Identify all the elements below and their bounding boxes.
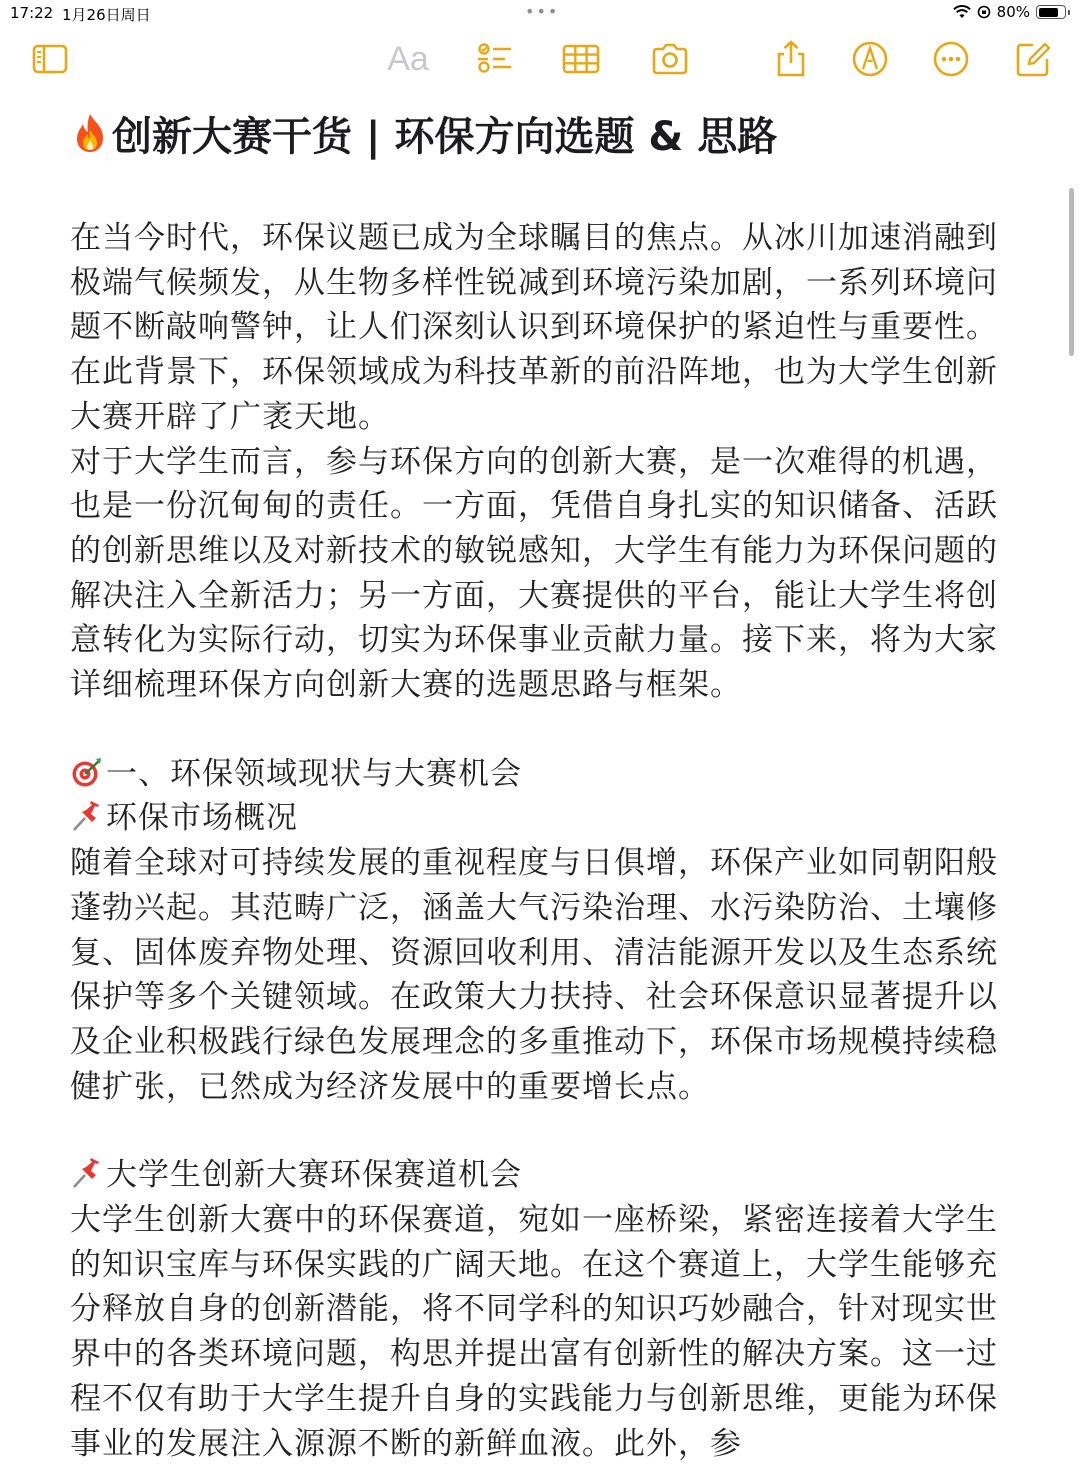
markup-button[interactable] xyxy=(847,36,893,82)
share-icon xyxy=(771,39,811,79)
subsection-heading-2 xyxy=(70,1153,1015,1198)
more-options-button[interactable] xyxy=(928,36,974,82)
subsection-heading-1-text: 环保市场概况 xyxy=(106,800,298,837)
battery-icon xyxy=(1036,5,1066,19)
section-heading-1-text: 一、环保领域现状与大赛机会 xyxy=(106,755,522,792)
sidebar-icon xyxy=(30,39,70,79)
status-date: 1月26日周日 xyxy=(62,6,151,24)
camera-button[interactable] xyxy=(647,36,693,82)
subsection-heading-1 xyxy=(70,796,1015,841)
spacer xyxy=(70,708,1015,752)
target-emoji-icon xyxy=(70,756,104,788)
competition-track-paragraph: 大学生创新大赛中的环保赛道，宛如一座桥梁，紧密连接着大学生的知识宝库与环保实践的广阔天地。在这个赛道上，大学生能够充分释放自身的创新潜能，将不同学科的知识巧妙融合，针对现实世界中的各类环境问题，构思并提出富有创新性的解决方案。这一过程不仅有助于大学生提升自身的实践能力与创新思维，更能为环保事业的发展注入源源不断的新鲜血液。此外，参 xyxy=(70,1202,998,1462)
status-bar xyxy=(0,0,1080,28)
spacer xyxy=(70,1109,1015,1153)
compose-note-button[interactable] xyxy=(1010,36,1056,82)
status-time: 17:22 xyxy=(10,4,54,22)
sidebar-toggle-button[interactable] xyxy=(27,36,73,82)
subsection-heading-2-text: 大学生创新大赛环保赛道机会 xyxy=(106,1157,522,1194)
battery-percent: 80% xyxy=(996,3,1030,21)
note-body[interactable] xyxy=(70,108,1015,1466)
spacer xyxy=(70,166,1015,216)
vertical-scrollbar[interactable] xyxy=(1069,188,1074,356)
market-overview-paragraph: 随着全球对可持续发展的重视程度与日俱增，环保产业如同朝阳般蓬勃兴起。其范畴广泛，涵盖大气污染治理、水污染防治、土壤修复、固体废弃物处理、资源回收利用、清洁能源开发以及生态系统保护等多个关键领域。在政策大力扶持、社会环保意识显著提升以及企业积极践行绿色发展理念的多重推动下，环保市场规模持续稳健扩张，已然成为经济发展中的重要增长点。 xyxy=(70,845,998,1105)
pushpin-emoji-icon xyxy=(70,800,104,832)
camera-icon xyxy=(650,39,690,79)
checklist-button[interactable] xyxy=(472,36,518,82)
more-icon xyxy=(931,39,971,79)
checklist-icon xyxy=(475,39,515,79)
format-text-label: Aa xyxy=(387,39,429,78)
intro-paragraph-2: 对于大学生而言，参与环保方向的创新大赛，是一次难得的机遇，也是一份沉甸甸的责任。一方面，凭借自身扎实的知识储备、活跃的创新思维以及对新技术的敏锐感知，大学生有能力为环保问题的解决注入全新活力；另一方面，大赛提供的平台，能让大学生将创意转化为实际行动，切实为环保事业贡献力量。接下来，将为大家详细梳理环保方向创新大赛的选题思路与框架。 xyxy=(70,443,998,704)
notes-toolbar xyxy=(0,30,1080,90)
battery-tip xyxy=(1068,10,1070,15)
share-button[interactable] xyxy=(768,36,814,82)
section-heading-1 xyxy=(70,752,1015,797)
note-title-text: 创新大赛干货 | 环保方向选题 & 思路 xyxy=(112,114,778,160)
compose-icon xyxy=(1013,39,1053,79)
format-text-button[interactable] xyxy=(385,36,431,82)
orientation-lock-icon xyxy=(977,5,991,19)
fire-emoji-icon xyxy=(70,112,110,154)
status-indicators xyxy=(953,3,1070,21)
intro-paragraph-1: 在当今时代，环保议题已成为全球瞩目的焦点。从冰川加速消融到极端气候频发，从生物多样性锐减到环境污染加剧，一系列环境问题不断敲响警钟，让人们深刻认识到环境保护的紧迫性与重要性。在此背景下，环保领域成为科技革新的前沿阵地，也为大学生创新大赛开辟了广袤天地。 xyxy=(70,220,998,435)
pushpin-emoji-icon xyxy=(70,1157,104,1189)
battery-level-fill xyxy=(1039,8,1058,17)
wifi-icon xyxy=(953,5,971,19)
note-title xyxy=(70,108,1015,166)
markup-pen-icon xyxy=(850,39,890,79)
table-button[interactable] xyxy=(558,36,604,82)
multitasking-dots-icon[interactable]: ••• xyxy=(525,2,560,21)
table-icon xyxy=(561,39,601,79)
